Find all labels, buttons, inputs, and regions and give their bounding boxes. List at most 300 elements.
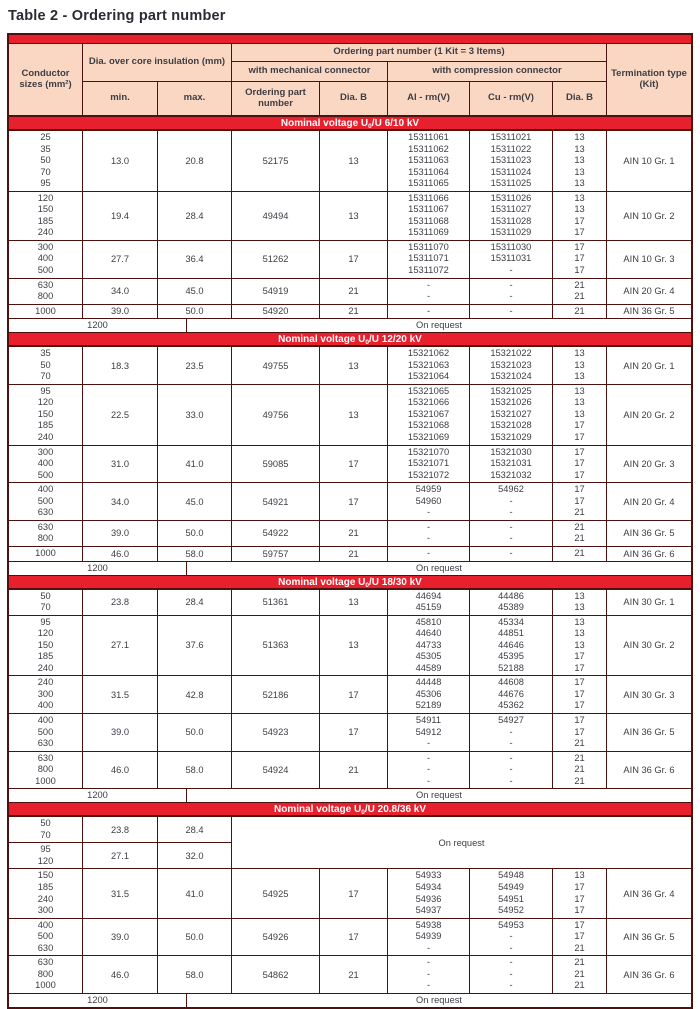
dia-max-cell: 33.0 xyxy=(158,385,232,445)
conductor-size-1200-cell: 1200 xyxy=(9,319,187,332)
dia-b-line: 17 xyxy=(574,881,585,892)
size-line: 400 xyxy=(37,700,54,711)
dia-b-comp-cell xyxy=(553,869,607,917)
cu-part-line: - xyxy=(509,738,513,749)
al-part-line: 44733 xyxy=(415,639,442,650)
termination-type-cell: AIN 36 Gr. 4 xyxy=(623,888,675,899)
section-title-subscript: 0 xyxy=(368,123,372,130)
size-line: 35 xyxy=(40,348,51,359)
size-line: 95 xyxy=(40,178,51,189)
al-part-numbers-cell xyxy=(388,279,470,304)
conductor-sizes-cell xyxy=(9,714,83,751)
dia-max-cell: 41.0 xyxy=(158,446,232,483)
size-line: 630 xyxy=(37,942,54,953)
size-line: 300 xyxy=(37,905,54,916)
cu-part-line: - xyxy=(509,957,513,968)
dia-min-cell: 39.0 xyxy=(83,714,158,751)
dia-b-comp-cell xyxy=(553,192,607,240)
dia-b-mech-cell: 21 xyxy=(320,305,388,319)
size-line: 150 xyxy=(37,870,54,881)
cu-part-line: - xyxy=(509,521,513,532)
size-line: 1000 xyxy=(35,775,56,786)
size-line: 630 xyxy=(37,279,54,290)
al-part-line: 45810 xyxy=(415,616,442,627)
size-line: 240 xyxy=(37,227,54,238)
al-part-line: 15311065 xyxy=(408,178,449,189)
dia-max-cell: 50.0 xyxy=(158,521,232,546)
al-part-line: 15321062 xyxy=(407,348,450,359)
size-line: 800 xyxy=(37,764,54,775)
al-part-line: 15311072 xyxy=(408,265,449,276)
conductor-sizes-cell xyxy=(9,279,83,304)
size-line: 630 xyxy=(37,738,54,749)
cu-part-line: 15321023 xyxy=(490,359,532,370)
size-line: 240 xyxy=(37,893,54,904)
header-cu-rm: Cu - rm(V) xyxy=(470,82,553,115)
termination-type-cell: AIN 20 Gr. 4 xyxy=(623,496,675,507)
table-body xyxy=(9,116,691,1007)
group-row xyxy=(9,589,691,615)
cu-part-line: 15321031 xyxy=(490,458,532,469)
conductor-sizes-cell xyxy=(9,956,83,993)
al-part-numbers-cell xyxy=(388,446,470,483)
conductor-sizes-cell xyxy=(9,752,83,789)
ordering-number-cell: 51363 xyxy=(232,616,320,676)
termination-type-cell: AIN 36 Gr. 6 xyxy=(623,969,675,980)
group-row xyxy=(9,713,691,751)
dia-b-comp-cell xyxy=(553,676,607,713)
dia-b-line: 13 xyxy=(574,628,585,639)
dia-max-cell: 42.8 xyxy=(158,676,232,713)
cu-part-numbers-cell xyxy=(470,446,553,483)
ordering-number-cell: 54921 xyxy=(232,483,320,520)
al-part-line: 15311071 xyxy=(408,253,449,264)
dia-b-line: 17 xyxy=(574,688,585,699)
group-row xyxy=(9,346,691,384)
size-line: 185 xyxy=(37,881,54,892)
dia-b-line: 21 xyxy=(574,738,585,749)
dia-b-line: 13 xyxy=(574,385,585,396)
cu-part-line: - xyxy=(509,279,513,290)
dia-b-line: 17 xyxy=(574,726,585,737)
al-part-line: 54938 xyxy=(415,919,442,930)
header-conductor-sizes: Conductor sizes (mm²) xyxy=(9,44,83,115)
dia-min-cell: 22.5 xyxy=(83,385,158,445)
top-red-band xyxy=(9,35,691,44)
al-part-line: 44589 xyxy=(415,662,442,673)
cu-part-line: 44486 xyxy=(498,590,524,601)
dia-b-mech-cell: 17 xyxy=(320,714,388,751)
dia-min-cell: 39.0 xyxy=(83,919,158,956)
conductor-sizes-cell xyxy=(9,131,83,191)
dia-max-cell: 28.4 xyxy=(185,824,204,835)
ordering-number-cell: 54926 xyxy=(232,919,320,956)
size-line: 300 xyxy=(37,688,54,699)
dia-b-comp-cell xyxy=(553,547,607,561)
al-part-line: 15311067 xyxy=(408,204,449,215)
size-line: 240 xyxy=(37,677,54,688)
ordering-number-cell: 54923 xyxy=(232,714,320,751)
al-part-line: 44640 xyxy=(415,628,442,639)
al-part-line: 54912 xyxy=(415,726,442,737)
al-part-line: - xyxy=(426,291,431,302)
size-line: 50 xyxy=(40,155,51,166)
cu-part-line: 44608 xyxy=(498,677,524,688)
group-row xyxy=(9,130,691,191)
cu-part-line: - xyxy=(509,980,513,991)
dual-left-columns xyxy=(9,817,232,868)
al-part-line: 15321072 xyxy=(407,469,450,480)
dia-b-line: 17 xyxy=(574,677,585,688)
al-part-numbers-cell xyxy=(388,676,470,713)
dia-min-cell: 27.7 xyxy=(83,241,158,278)
header-termination-type: Termination type (Kit) xyxy=(611,68,687,90)
al-part-line: - xyxy=(426,764,431,775)
size-line: 1000 xyxy=(35,305,56,316)
ordering-number-cell: 49756 xyxy=(232,385,320,445)
size-line: 400 xyxy=(37,484,54,495)
dia-b-line: 17 xyxy=(574,651,585,662)
section-title-band xyxy=(9,116,691,130)
group-row xyxy=(9,482,691,520)
cu-part-line: 15311028 xyxy=(490,215,532,226)
section-title-text: Nominal voltage U xyxy=(273,804,362,816)
dia-b-comp-cell xyxy=(553,521,607,546)
al-part-line: 52189 xyxy=(415,700,442,711)
termination-type-cell: AIN 10 Gr. 3 xyxy=(623,254,675,265)
dia-b-comp-cell xyxy=(553,347,607,384)
cu-part-line: 52188 xyxy=(498,662,524,673)
dia-b-line: 17 xyxy=(574,484,585,495)
cu-part-line: 44646 xyxy=(498,639,524,650)
group-row xyxy=(9,955,691,993)
dual-sub-row xyxy=(9,842,231,868)
conductor-size-1200-cell: 1200 xyxy=(9,789,187,802)
ordering-part-number-table xyxy=(7,33,693,1009)
size-line: 800 xyxy=(37,533,54,544)
on-request-cell: On request xyxy=(416,562,462,573)
size-line: 150 xyxy=(37,639,54,650)
dia-b-line: 17 xyxy=(574,469,585,480)
dia-max-cell: 36.4 xyxy=(158,241,232,278)
ordering-number-cell: 54925 xyxy=(232,869,320,917)
cu-part-line: 15321025 xyxy=(490,385,532,396)
cu-part-line: - xyxy=(509,726,513,737)
termination-type-cell: AIN 30 Gr. 2 xyxy=(623,640,675,651)
ordering-number-cell: 54919 xyxy=(232,279,320,304)
conductor-sizes-cell xyxy=(9,547,83,561)
dia-b-comp-cell xyxy=(553,241,607,278)
termination-type-cell: AIN 20 Gr. 4 xyxy=(623,286,675,297)
dia-b-line: 17 xyxy=(574,714,585,725)
dia-b-mech-cell: 17 xyxy=(320,676,388,713)
size-line: 500 xyxy=(37,265,54,276)
group-row xyxy=(9,751,691,789)
dia-b-comp-cell xyxy=(553,483,607,520)
dia-max-cell: 41.0 xyxy=(158,869,232,917)
dia-b-line: 13 xyxy=(574,371,585,382)
al-part-numbers-cell xyxy=(388,131,470,191)
dia-max-cell: 37.6 xyxy=(158,616,232,676)
al-part-line: 15321071 xyxy=(407,458,450,469)
table-title: Table 2 - Ordering part number xyxy=(8,8,226,24)
cu-part-line: 15321029 xyxy=(490,432,532,443)
size-line: 630 xyxy=(37,507,54,518)
al-part-line: 54960 xyxy=(415,495,442,506)
dia-b-line: 17 xyxy=(574,420,585,431)
cu-part-line: - xyxy=(509,968,513,979)
dia-b-line: 17 xyxy=(574,215,585,226)
al-part-line: 54939 xyxy=(415,931,442,942)
cu-part-numbers-cell xyxy=(470,919,553,956)
dia-b-line: 21 xyxy=(574,957,585,968)
dia-b-comp-cell xyxy=(553,752,607,789)
cu-part-line: 15311022 xyxy=(490,143,532,154)
cu-part-numbers-cell xyxy=(470,616,553,676)
conductor-sizes-cell xyxy=(9,305,83,319)
dia-b-line: 13 xyxy=(574,639,585,650)
dia-b-line: 21 xyxy=(574,305,585,316)
dia-b-line: 17 xyxy=(574,227,585,238)
dia-min-cell: 31.0 xyxy=(83,446,158,483)
ordering-number-cell: 52186 xyxy=(232,676,320,713)
cu-part-line: 45362 xyxy=(498,700,524,711)
cu-part-numbers-cell xyxy=(470,676,553,713)
al-part-numbers-cell xyxy=(388,241,470,278)
al-part-line: 15311070 xyxy=(408,241,449,252)
group-row xyxy=(9,240,691,278)
termination-type-cell: AIN 10 Gr. 2 xyxy=(623,210,675,221)
dia-b-line: 13 xyxy=(574,408,585,419)
size-line: 70 xyxy=(40,829,51,840)
al-part-line: 54911 xyxy=(415,714,442,725)
al-part-line: - xyxy=(426,547,431,558)
cu-part-numbers-cell xyxy=(470,714,553,751)
al-part-numbers-cell xyxy=(388,956,470,993)
cu-part-numbers-cell xyxy=(470,521,553,546)
section-title-subscript: 0 xyxy=(361,809,365,817)
al-part-numbers-cell xyxy=(388,483,470,520)
section-title-subscript: 0 xyxy=(365,581,370,589)
al-part-line: 15311062 xyxy=(408,143,449,154)
size-line: 300 xyxy=(37,241,54,252)
cu-part-line: - xyxy=(509,764,513,775)
al-part-line: 15321070 xyxy=(407,446,450,457)
dia-max-cell: 20.8 xyxy=(158,131,232,191)
dia-b-line: 13 xyxy=(574,359,585,370)
al-part-numbers-cell xyxy=(388,305,470,319)
size-line: 150 xyxy=(37,408,54,419)
dia-b-line: 21 xyxy=(574,980,585,991)
dia-b-line: 13 xyxy=(574,178,585,189)
size-line: 400 xyxy=(37,714,54,725)
cu-part-line: 15321026 xyxy=(490,397,532,408)
dia-b-line: 17 xyxy=(574,495,585,506)
conductor-size-1200-cell: 1200 xyxy=(9,562,187,575)
termination-type-cell: AIN 36 Gr. 5 xyxy=(623,528,675,539)
dia-b-mech-cell: 17 xyxy=(320,241,388,278)
dia-min-cell: 46.0 xyxy=(83,547,158,561)
size-line: 50 xyxy=(40,590,51,601)
dia-max-cell: 50.0 xyxy=(158,714,232,751)
group-row xyxy=(9,384,691,445)
dia-b-line: 13 xyxy=(574,870,585,881)
cu-part-line: 15311027 xyxy=(490,204,532,215)
section-title-text: Nominal voltage U xyxy=(278,334,366,346)
cu-part-numbers-cell xyxy=(470,385,553,445)
on-request-row xyxy=(9,993,691,1007)
termination-type-cell: AIN 36 Gr. 6 xyxy=(623,548,675,559)
dia-b-line: 17 xyxy=(574,432,585,443)
al-part-line: 15311061 xyxy=(408,132,449,142)
size-line: 120 xyxy=(37,397,54,408)
ordering-number-cell: 54920 xyxy=(232,305,320,319)
al-part-line: 45305 xyxy=(415,651,442,662)
cu-part-line: 15311024 xyxy=(490,166,532,177)
dia-b-line: 13 xyxy=(574,155,585,166)
size-line: 25 xyxy=(40,132,51,142)
header-dia-b-mechanical: Dia. B xyxy=(320,82,388,115)
dia-b-line: 21 xyxy=(574,291,585,302)
cu-part-numbers-cell xyxy=(470,305,553,319)
al-part-line: 54934 xyxy=(415,881,442,892)
dia-min-cell: 34.0 xyxy=(83,483,158,520)
on-request-cell: On request xyxy=(416,994,462,1005)
al-part-numbers-cell xyxy=(388,192,470,240)
al-part-line: 44448 xyxy=(415,677,442,688)
dia-min-cell: 27.1 xyxy=(83,843,158,868)
dia-b-line: 13 xyxy=(574,166,585,177)
al-part-numbers-cell xyxy=(388,616,470,676)
dia-min-cell: 18.3 xyxy=(83,347,158,384)
size-line: 150 xyxy=(37,204,54,215)
size-line: 50 xyxy=(40,818,51,829)
termination-type-cell: AIN 30 Gr. 1 xyxy=(623,597,675,608)
al-part-line: 44694 xyxy=(415,590,442,601)
cu-part-line: - xyxy=(509,265,513,276)
header-ordering-part-number: Ordering part number xyxy=(232,82,320,115)
termination-type-cell: AIN 20 Gr. 2 xyxy=(623,409,675,420)
termination-type-cell: AIN 36 Gr. 5 xyxy=(623,306,675,317)
size-line: 185 xyxy=(37,215,54,226)
group-row xyxy=(9,675,691,713)
dia-min-cell: 31.5 xyxy=(83,869,158,917)
ordering-number-cell: 52175 xyxy=(232,131,320,191)
dia-b-comp-cell xyxy=(553,385,607,445)
al-part-numbers-cell xyxy=(388,752,470,789)
size-line: 70 xyxy=(40,371,51,382)
dia-b-line: 17 xyxy=(574,931,585,942)
size-line: 120 xyxy=(37,855,54,866)
group-row xyxy=(9,445,691,483)
cu-part-line: 15311031 xyxy=(490,253,532,264)
dia-b-mech-cell: 13 xyxy=(320,131,388,191)
section-title-band xyxy=(9,575,691,589)
al-part-line: 54933 xyxy=(415,870,442,881)
al-part-line: 54937 xyxy=(415,905,442,916)
conductor-sizes-cell xyxy=(9,521,83,546)
dia-min-cell: 39.0 xyxy=(83,305,158,319)
al-part-line: - xyxy=(426,507,431,518)
cu-part-line: - xyxy=(509,547,513,558)
al-part-numbers-cell xyxy=(388,547,470,561)
al-part-line: - xyxy=(426,738,431,749)
group-row xyxy=(9,278,691,304)
header-min: min. xyxy=(83,82,158,115)
dia-b-line: 13 xyxy=(574,348,585,359)
dia-b-comp-cell xyxy=(553,956,607,993)
al-part-line: 15311068 xyxy=(408,215,449,226)
cu-part-line: - xyxy=(509,305,513,316)
group-row xyxy=(9,191,691,240)
cu-part-line: 54952 xyxy=(498,905,524,916)
dia-b-comp-cell xyxy=(553,305,607,319)
dia-b-line: 17 xyxy=(574,253,585,264)
size-line: 240 xyxy=(37,432,54,443)
cu-part-line: - xyxy=(509,752,513,763)
conductor-sizes-cell xyxy=(9,843,83,868)
dia-max-cell: 45.0 xyxy=(158,279,232,304)
al-part-numbers-cell xyxy=(388,347,470,384)
al-part-line: - xyxy=(426,775,431,786)
al-part-line: 15321065 xyxy=(407,385,450,396)
header-compression-connector: with compression connector xyxy=(388,62,607,82)
cu-part-numbers-cell xyxy=(470,131,553,191)
section-title-text: Nominal voltage U xyxy=(278,576,366,588)
size-line: 50 xyxy=(40,359,51,370)
dia-max-cell: 28.4 xyxy=(158,590,232,615)
dia-b-mech-cell: 21 xyxy=(320,521,388,546)
cu-part-numbers-cell xyxy=(470,347,553,384)
dia-b-mech-cell: 21 xyxy=(320,547,388,561)
al-part-line: 15321067 xyxy=(407,408,450,419)
size-line: 630 xyxy=(37,521,54,532)
group-row xyxy=(9,304,691,319)
cu-part-line: - xyxy=(509,291,513,302)
dia-min-cell: 46.0 xyxy=(83,956,158,993)
conductor-sizes-cell xyxy=(9,347,83,384)
cu-part-line: - xyxy=(509,942,513,953)
al-part-numbers-cell xyxy=(388,385,470,445)
cu-part-line: 15311023 xyxy=(490,155,532,166)
dia-b-mech-cell: 17 xyxy=(320,919,388,956)
cu-part-line: 54948 xyxy=(498,870,524,881)
termination-type-cell: AIN 36 Gr. 5 xyxy=(623,727,675,738)
conductor-sizes-cell xyxy=(9,446,83,483)
dia-b-mech-cell: 21 xyxy=(320,279,388,304)
group-row xyxy=(9,868,691,917)
table-header xyxy=(9,44,691,116)
conductor-sizes-cell xyxy=(9,919,83,956)
dia-max-cell: 45.0 xyxy=(158,483,232,520)
cu-part-line: - xyxy=(509,775,513,786)
cu-part-line: 54949 xyxy=(498,881,524,892)
size-line: 500 xyxy=(37,495,54,506)
dia-b-comp-cell xyxy=(553,131,607,191)
size-line: 185 xyxy=(37,420,54,431)
on-request-row xyxy=(9,318,691,332)
size-line: 70 xyxy=(40,602,51,613)
al-part-line: 15321069 xyxy=(407,432,450,443)
dia-b-line: 21 xyxy=(574,547,585,558)
dia-b-line: 13 xyxy=(574,616,585,627)
size-line: 185 xyxy=(37,651,54,662)
dia-b-comp-cell xyxy=(553,714,607,751)
dia-b-line: 17 xyxy=(574,446,585,457)
dia-b-line: 13 xyxy=(574,602,585,613)
al-part-line: 15311064 xyxy=(408,166,449,177)
size-line: 95 xyxy=(40,385,51,396)
